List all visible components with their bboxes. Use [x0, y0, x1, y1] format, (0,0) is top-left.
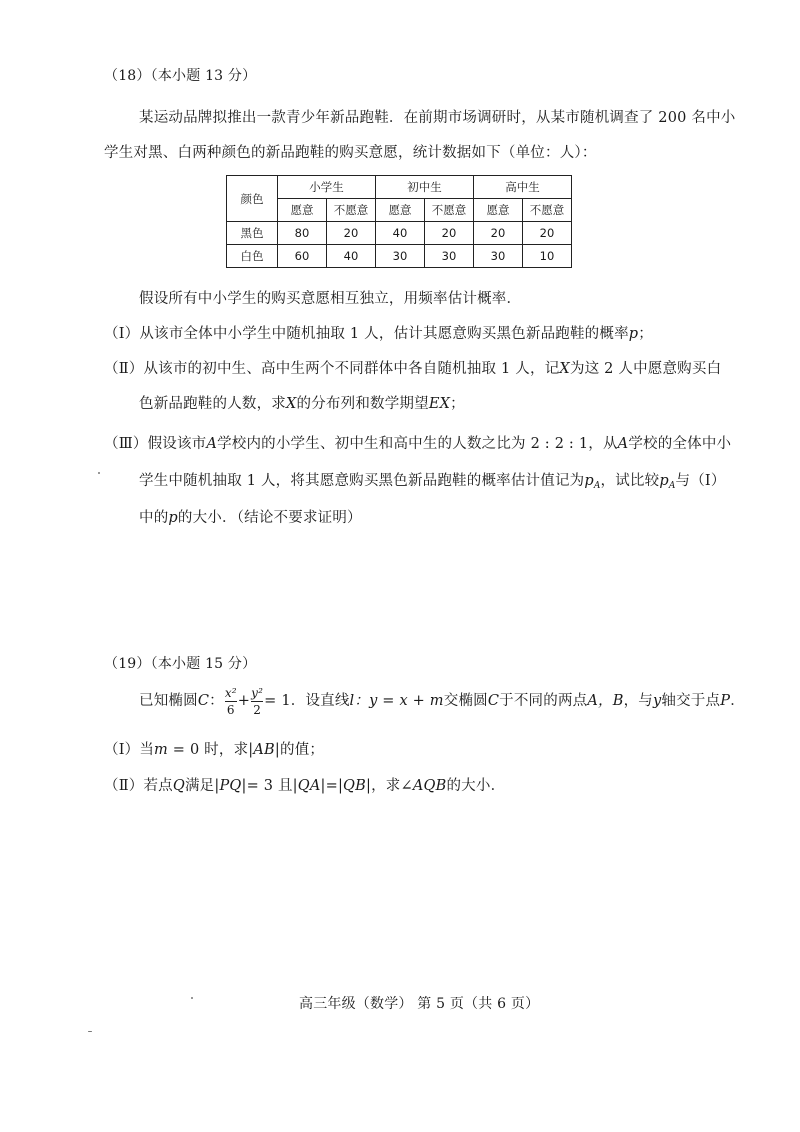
q18-part2-text: 色新品跑鞋的人数，求	[139, 396, 286, 412]
q18-part1	[104, 322, 653, 343]
table-subheader: 不愿意	[523, 199, 572, 222]
q18-part2-text: 的分布列和数学期望	[296, 396, 429, 412]
table-group-primary: 小学生	[278, 176, 376, 199]
subscript-a: A	[668, 481, 676, 491]
table-subheader: 愿意	[376, 199, 425, 222]
q19-text: 轴交于点	[661, 693, 721, 709]
var-m: m	[154, 742, 168, 758]
table-cell: 60	[278, 245, 327, 268]
q18-header: （18）（本小题 13 分）	[104, 68, 257, 84]
q19-part1-text: = 0 时，求	[167, 742, 249, 758]
fraction-denominator: 2	[253, 702, 262, 717]
var-p: p	[168, 510, 178, 526]
q19-text: 已知椭圆	[139, 693, 198, 709]
var-c: C	[487, 693, 500, 709]
q18-part3-text: 与（Ⅰ）	[675, 473, 726, 489]
survey-table	[226, 175, 572, 268]
q18-part3-text: 学生中随机抽取 1 人，将其愿意购买黑色新品跑鞋的概率估计值记为	[139, 473, 585, 489]
var-q: Q	[172, 778, 185, 794]
table-row	[227, 222, 572, 245]
row-label-white: 白色	[227, 245, 278, 268]
q18-part1-end: ；	[638, 326, 653, 342]
table-header-color: 颜色	[227, 176, 278, 222]
table-subheader: 不愿意	[327, 199, 376, 222]
plus-sign: +	[237, 693, 251, 709]
q19-part1-text: （Ⅰ）当	[104, 742, 155, 758]
var-l: l	[349, 693, 355, 709]
var-a: A	[617, 436, 629, 452]
q18-part2-line1	[104, 357, 721, 378]
var-x: X	[559, 361, 570, 377]
q18-part2-text: （Ⅱ）从该市的初中生、高中生两个不同群体中各自随机抽取 1 人，记	[104, 361, 560, 377]
q19-line1	[139, 684, 745, 718]
q19-header: （19）（本小题 15 分）	[104, 656, 257, 672]
abs-qb: |QB|	[337, 778, 372, 794]
table-cell: 40	[327, 245, 376, 268]
abs-qa: |QA|	[292, 778, 326, 794]
q18-intro-line1: 某运动品牌拟推出一款青少年新品跑鞋．在前期市场调研时，从某市随机调查了 200 名中小	[139, 110, 736, 126]
table-row	[227, 245, 572, 268]
line-equation: ：y = x + m	[354, 693, 444, 709]
q19-part2-text: =	[325, 778, 338, 794]
q18-part2-line2	[139, 392, 465, 413]
fraction-bar	[225, 701, 237, 702]
table-group-senior: 高中生	[474, 176, 572, 199]
table-cell: 30	[376, 245, 425, 268]
abs-pq: |PQ|	[214, 778, 247, 794]
table-cell: 10	[523, 245, 572, 268]
q18-part3-text: （Ⅲ）假设该市	[104, 436, 207, 452]
q18-part3-line2	[139, 469, 726, 491]
q19-part1	[104, 738, 324, 759]
table-cell: 20	[327, 222, 376, 245]
q19-part2-text: 的大小．	[446, 778, 506, 794]
table-cell: 40	[376, 222, 425, 245]
var-y: y	[653, 693, 662, 709]
fraction-y2-over-2	[251, 686, 263, 717]
var-p: p	[584, 473, 594, 489]
q18-part1-text: （Ⅰ）从该市全体中小学生中随机抽取 1 人，估计其愿意购买黑色新品跑鞋的概率	[104, 326, 629, 342]
q19-part2-text: = 3 且	[246, 778, 293, 794]
scan-speck	[191, 997, 193, 999]
q19-part2-text: ，求	[371, 778, 401, 794]
q19-text: 交椭圆	[443, 693, 488, 709]
q18-part3-line3	[139, 506, 362, 527]
q18-part3-text: 中的	[139, 510, 169, 526]
scan-speck	[98, 472, 100, 474]
table-cell: 30	[425, 245, 474, 268]
page-footer: 高三年级（数学） 第 5 页（共 6 页）	[299, 996, 540, 1012]
q18-part3-text: 学校的全体中小	[628, 436, 732, 452]
table-cell: 80	[278, 222, 327, 245]
q19-part2-text: （Ⅱ）若点	[104, 778, 173, 794]
q19-text: ，与	[623, 693, 653, 709]
q18-part3-text: ，试比较	[600, 473, 660, 489]
var-p-point: P	[720, 693, 731, 709]
fraction-bar	[251, 701, 263, 702]
q18-part2-text: 为这 2 人中愿意购买白	[569, 361, 722, 377]
q19-text: 于不同的两点	[499, 693, 588, 709]
q18-assumption: 假设所有中小学生的购买意愿相互独立，用频率估计概率．	[139, 291, 522, 307]
q19-part2-text: 满足	[184, 778, 215, 794]
var-a: A	[206, 436, 218, 452]
q19-text: = 1．设直线	[264, 693, 350, 709]
table-cell: 30	[474, 245, 523, 268]
q19-text: ．	[730, 693, 745, 709]
q19-part1-text: 的值；	[280, 742, 325, 758]
var-p: p	[659, 473, 669, 489]
fraction-denominator: 6	[226, 702, 235, 717]
scan-speck	[88, 1031, 92, 1032]
q19-text: ：	[209, 693, 224, 709]
table-cell: 20	[474, 222, 523, 245]
points-ab: A，B	[587, 693, 624, 709]
fraction-x2-over-6	[225, 686, 237, 717]
table-group-junior: 初中生	[376, 176, 474, 199]
q18-intro-line2: 学生对黑、白两种颜色的新品跑鞋的购买意愿，统计数据如下（单位：人）：	[104, 145, 597, 161]
table-subheader: 不愿意	[425, 199, 474, 222]
q18-part2-end: ；	[450, 396, 465, 412]
var-x: X	[286, 396, 297, 412]
var-c: C	[197, 693, 210, 709]
q19-part2	[104, 774, 505, 795]
fraction-numerator: y²	[251, 685, 264, 700]
table-cell: 20	[523, 222, 572, 245]
table-subheader: 愿意	[474, 199, 523, 222]
fraction-numerator: x²	[224, 685, 237, 700]
table-subheader: 愿意	[278, 199, 327, 222]
row-label-black: 黑色	[227, 222, 278, 245]
q18-part3-text: 学校内的小学生、初中生和高中生的人数之比为 2 : 2 : 1，从	[217, 436, 618, 452]
angle-aqb: ∠AQB	[400, 778, 447, 794]
var-ex: EX	[428, 396, 451, 412]
subscript-a: A	[593, 481, 601, 491]
abs-ab: |AB|	[248, 742, 280, 758]
q18-part3-line1	[104, 432, 731, 453]
table-cell: 20	[425, 222, 474, 245]
var-p: p	[628, 326, 639, 342]
q18-part3-text: 的大小．（结论不要求证明）	[177, 510, 362, 526]
